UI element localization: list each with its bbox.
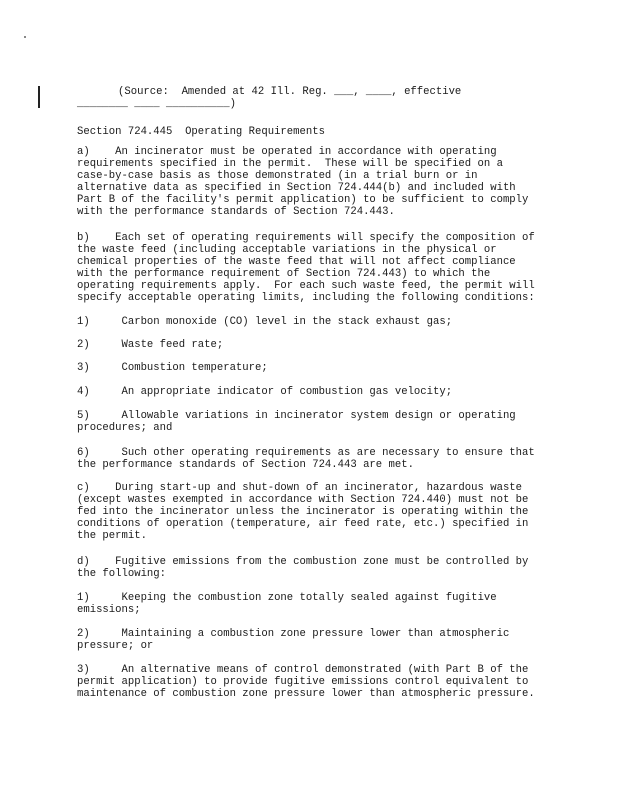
paragraph-line: case-by-case basis as those demonstrated (in a trial burn or in (77, 170, 478, 182)
list-item: 2) Maintaining a combustion zone pressure lower than atmospheric (77, 628, 510, 640)
list-item: maintenance of combustion zone pressure lower than atmospheric pressure. (77, 688, 535, 700)
paragraph-line: fed into the incinerator unless the incinerator is operating within the (77, 506, 529, 518)
list-item: 3) Combustion temperature; (77, 362, 268, 374)
list-item: 5) Allowable variations in incinerator system design or operating (77, 410, 516, 422)
list-item: 3) An alternative means of control demonstrated (with Part B of the (77, 664, 529, 676)
list-item: permit application) to provide fugitive emissions control equivalent to (77, 676, 529, 688)
paragraph-line: (except wastes exempted in accordance with Section 724.440) must not be (77, 494, 529, 506)
list-item: the performance standards of Section 724.443 are met. (77, 459, 414, 471)
paragraph-line: requirements specified in the permit. These will be specified on a (77, 158, 503, 170)
scan-speck (24, 36, 26, 38)
paragraph-line: chemical properties of the waste feed that will not affect compliance (77, 256, 516, 268)
paragraph-line: b) Each set of operating requirements will specify the composition of (77, 232, 535, 244)
list-item: 6) Such other operating requirements as are necessary to ensure that (77, 447, 535, 459)
list-item: 2) Waste feed rate; (77, 339, 224, 351)
list-item: emissions; (77, 604, 141, 616)
revision-margin-bar (38, 86, 40, 108)
section-heading: Section 724.445 Operating Requirements (77, 126, 325, 138)
paragraph-line: Part B of the facility's permit application) to be sufficient to comply (77, 194, 529, 206)
source-note-line-2: ________ ____ __________) (77, 98, 236, 110)
paragraph-line: a) An incinerator must be operated in accordance with operating (77, 146, 497, 158)
list-item: 1) Carbon monoxide (CO) level in the stack exhaust gas; (77, 316, 453, 328)
paragraph-line: specify acceptable operating limits, including the following conditions: (77, 292, 535, 304)
paragraph-line: the following: (77, 568, 167, 580)
list-item: procedures; and (77, 422, 173, 434)
paragraph-line: the waste feed (including acceptable variations in the physical or (77, 244, 497, 256)
paragraph-line: with the performance requirement of Section 724.443) to which the (77, 268, 491, 280)
paragraph-line: conditions of operation (temperature, air feed rate, etc.) specified in (77, 518, 529, 530)
list-item: pressure; or (77, 640, 154, 652)
list-item: 1) Keeping the combustion zone totally sealed against fugitive (77, 592, 497, 604)
list-item: 4) An appropriate indicator of combustion gas velocity; (77, 386, 453, 398)
paragraph-line: operating requirements apply. For each such waste feed, the permit will (77, 280, 535, 292)
paragraph-line: alternative data as specified in Section 724.444(b) and included with (77, 182, 516, 194)
paragraph-line: c) During start-up and shut-down of an incinerator, hazardous waste (77, 482, 523, 494)
source-note-line-1: (Source: Amended at 42 Ill. Reg. ___, ____, effective (118, 86, 462, 98)
paragraph-line: with the performance standards of Section 724.443. (77, 206, 395, 218)
paragraph-line: the permit. (77, 530, 147, 542)
paragraph-line: d) Fugitive emissions from the combustion zone must be controlled by (77, 556, 529, 568)
